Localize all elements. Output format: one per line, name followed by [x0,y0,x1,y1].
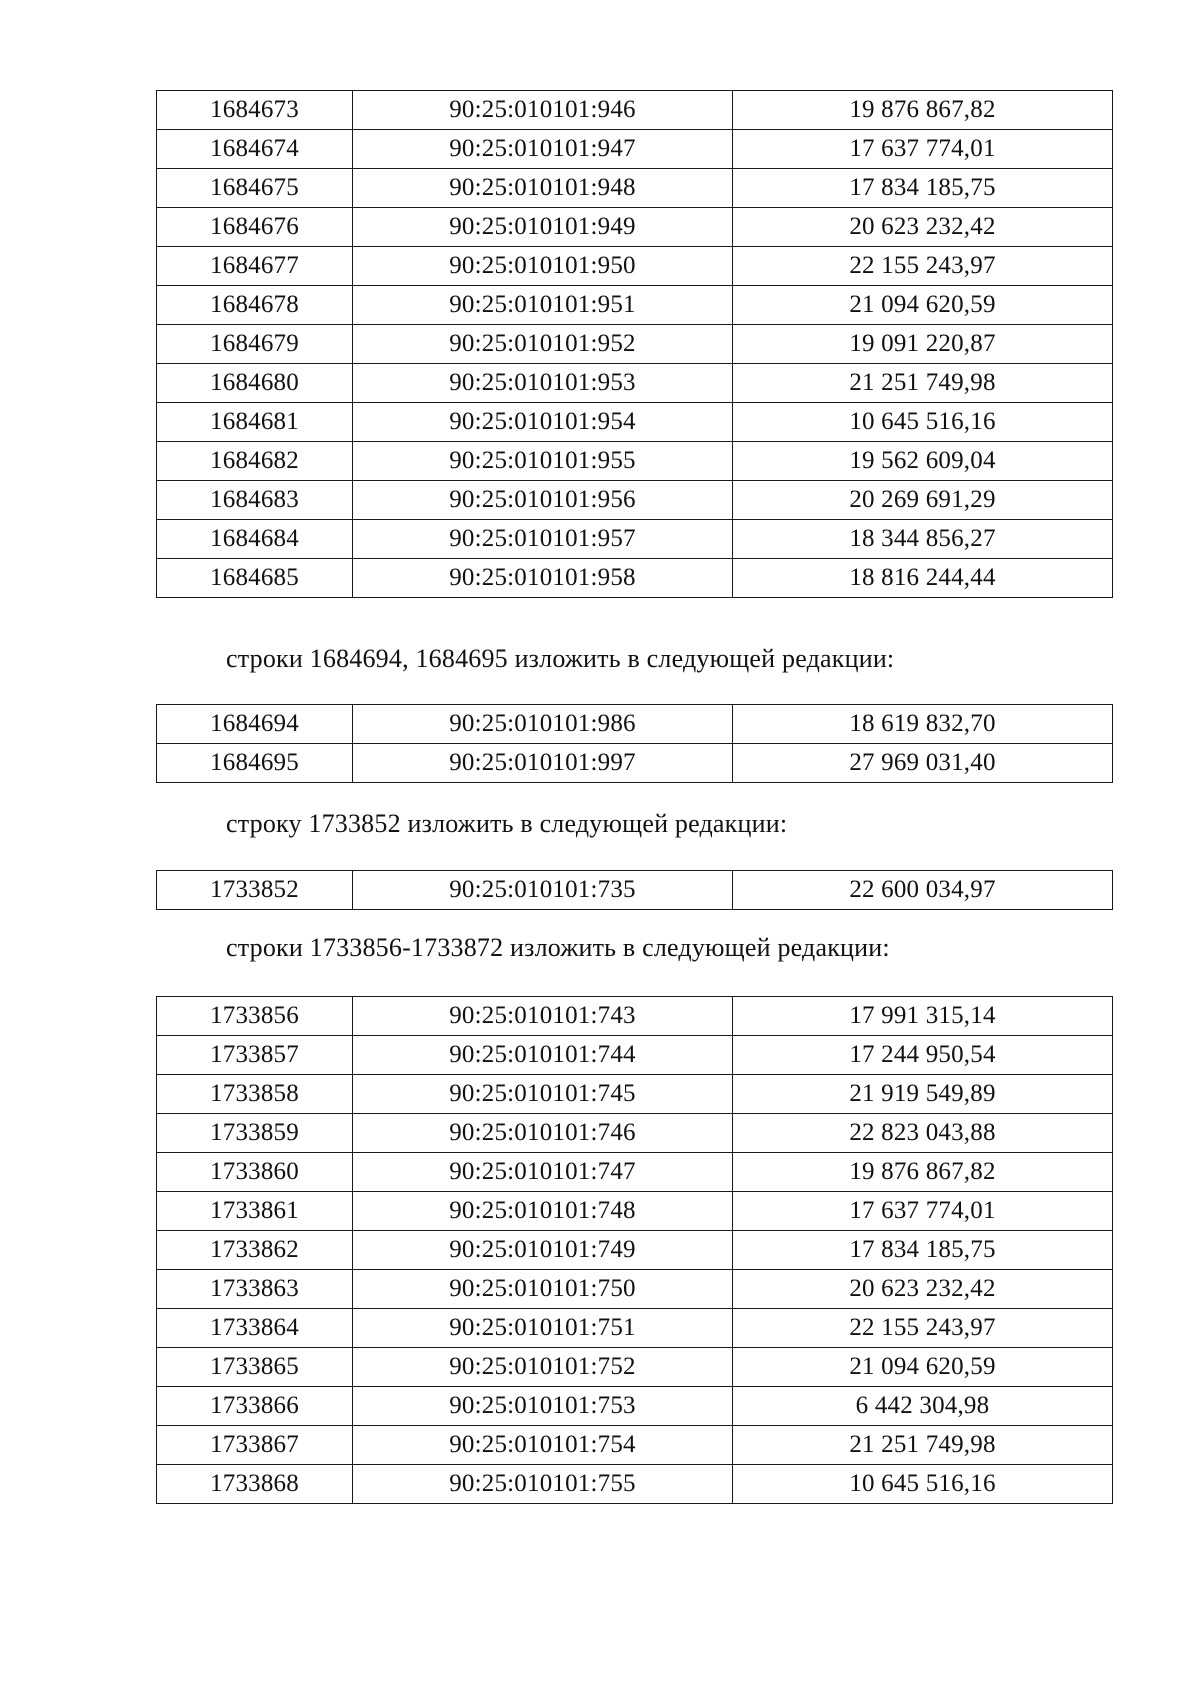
cadastral-number-cell: 90:25:010101:753 [353,1387,733,1426]
cadastral-number-cell: 90:25:010101:997 [353,744,733,783]
cadastral-number-cell: 90:25:010101:743 [353,997,733,1036]
table-row [157,1114,1113,1153]
row-number-cell: 1733864 [157,1309,353,1348]
table-row [157,871,1113,910]
cadastral-value-table [156,870,1113,910]
cadastral-value-cell: 22 823 043,88 [733,1114,1113,1153]
table-row [157,169,1113,208]
row-number-cell: 1684694 [157,705,353,744]
cadastral-number-cell: 90:25:010101:952 [353,325,733,364]
cadastral-value-cell: 18 816 244,44 [733,559,1113,598]
table-row [157,325,1113,364]
row-number-cell: 1684678 [157,286,353,325]
table-row [157,1348,1113,1387]
row-number-cell: 1684676 [157,208,353,247]
row-number-cell: 1733857 [157,1036,353,1075]
row-number-cell: 1733866 [157,1387,353,1426]
table-row [157,744,1113,783]
table-row [157,442,1113,481]
cadastral-number-cell: 90:25:010101:986 [353,705,733,744]
cadastral-value-cell: 21 919 549,89 [733,1075,1113,1114]
table-row [157,997,1113,1036]
cadastral-number-cell: 90:25:010101:746 [353,1114,733,1153]
cadastral-number-cell: 90:25:010101:950 [353,247,733,286]
table-row [157,91,1113,130]
cadastral-number-cell: 90:25:010101:755 [353,1465,733,1504]
table-row [157,520,1113,559]
cadastral-number-cell: 90:25:010101:955 [353,442,733,481]
cadastral-value-cell: 27 969 031,40 [733,744,1113,783]
cadastral-value-cell: 22 600 034,97 [733,871,1113,910]
cadastral-value-cell: 19 876 867,82 [733,1153,1113,1192]
cadastral-number-cell: 90:25:010101:946 [353,91,733,130]
row-number-cell: 1733860 [157,1153,353,1192]
row-number-cell: 1684681 [157,403,353,442]
cadastral-value-cell: 17 637 774,01 [733,130,1113,169]
cadastral-number-cell: 90:25:010101:752 [353,1348,733,1387]
cadastral-value-cell: 6 442 304,98 [733,1387,1113,1426]
row-number-cell: 1684680 [157,364,353,403]
cadastral-value-table [156,996,1113,1504]
cadastral-number-cell: 90:25:010101:957 [353,520,733,559]
table-row [157,559,1113,598]
row-number-cell: 1733859 [157,1114,353,1153]
cadastral-value-cell: 20 269 691,29 [733,481,1113,520]
cadastral-number-cell: 90:25:010101:744 [353,1036,733,1075]
row-number-cell: 1684677 [157,247,353,286]
row-number-cell: 1684682 [157,442,353,481]
cadastral-value-cell: 21 094 620,59 [733,286,1113,325]
row-number-cell: 1733856 [157,997,353,1036]
cadastral-value-cell: 21 251 749,98 [733,364,1113,403]
cadastral-number-cell: 90:25:010101:745 [353,1075,733,1114]
cadastral-value-cell: 10 645 516,16 [733,1465,1113,1504]
cadastral-number-cell: 90:25:010101:749 [353,1231,733,1270]
cadastral-value-table [156,90,1113,598]
row-number-cell: 1684683 [157,481,353,520]
cadastral-value-cell: 19 091 220,87 [733,325,1113,364]
cadastral-value-cell: 10 645 516,16 [733,403,1113,442]
table-row [157,1153,1113,1192]
row-number-cell: 1733862 [157,1231,353,1270]
cadastral-number-cell: 90:25:010101:951 [353,286,733,325]
cadastral-number-cell: 90:25:010101:947 [353,130,733,169]
row-number-cell: 1733863 [157,1270,353,1309]
cadastral-value-cell: 18 619 832,70 [733,705,1113,744]
table-row [157,481,1113,520]
table-row [157,1036,1113,1075]
cadastral-number-cell: 90:25:010101:747 [353,1153,733,1192]
cadastral-value-cell: 22 155 243,97 [733,247,1113,286]
table-row [157,1387,1113,1426]
cadastral-number-cell: 90:25:010101:958 [353,559,733,598]
amendment-instruction: строки 1733856-1733872 изложить в следующей редакции: [226,933,890,962]
cadastral-value-cell: 17 244 950,54 [733,1036,1113,1075]
table-row [157,1075,1113,1114]
row-number-cell: 1684675 [157,169,353,208]
cadastral-value-cell: 19 562 609,04 [733,442,1113,481]
amendment-instruction: строки 1684694, 1684695 изложить в следующей редакции: [226,644,895,673]
row-number-cell: 1733858 [157,1075,353,1114]
cadastral-value-cell: 17 834 185,75 [733,169,1113,208]
table-row [157,403,1113,442]
table-row [157,1309,1113,1348]
cadastral-number-cell: 90:25:010101:754 [353,1426,733,1465]
table-row [157,130,1113,169]
cadastral-number-cell: 90:25:010101:948 [353,169,733,208]
cadastral-number-cell: 90:25:010101:735 [353,871,733,910]
cadastral-value-cell: 18 344 856,27 [733,520,1113,559]
table-row [157,705,1113,744]
table-row [157,1465,1113,1504]
cadastral-value-table [156,704,1113,783]
row-number-cell: 1733861 [157,1192,353,1231]
row-number-cell: 1684673 [157,91,353,130]
row-number-cell: 1684685 [157,559,353,598]
cadastral-value-cell: 20 623 232,42 [733,208,1113,247]
table-row [157,1231,1113,1270]
table-row [157,286,1113,325]
cadastral-value-cell: 19 876 867,82 [733,91,1113,130]
cadastral-number-cell: 90:25:010101:956 [353,481,733,520]
table-row [157,1270,1113,1309]
cadastral-number-cell: 90:25:010101:949 [353,208,733,247]
cadastral-number-cell: 90:25:010101:750 [353,1270,733,1309]
cadastral-number-cell: 90:25:010101:751 [353,1309,733,1348]
row-number-cell: 1684674 [157,130,353,169]
row-number-cell: 1684679 [157,325,353,364]
row-number-cell: 1684684 [157,520,353,559]
row-number-cell: 1684695 [157,744,353,783]
table-row [157,1426,1113,1465]
row-number-cell: 1733867 [157,1426,353,1465]
cadastral-value-cell: 21 251 749,98 [733,1426,1113,1465]
table-row [157,364,1113,403]
row-number-cell: 1733868 [157,1465,353,1504]
cadastral-value-cell: 22 155 243,97 [733,1309,1113,1348]
cadastral-number-cell: 90:25:010101:954 [353,403,733,442]
cadastral-value-cell: 20 623 232,42 [733,1270,1113,1309]
cadastral-value-cell: 17 637 774,01 [733,1192,1113,1231]
cadastral-number-cell: 90:25:010101:748 [353,1192,733,1231]
table-row [157,247,1113,286]
table-row [157,1192,1113,1231]
amendment-instruction: строку 1733852 изложить в следующей редакции: [226,809,788,838]
cadastral-number-cell: 90:25:010101:953 [353,364,733,403]
cadastral-value-cell: 17 991 315,14 [733,997,1113,1036]
row-number-cell: 1733852 [157,871,353,910]
cadastral-value-cell: 21 094 620,59 [733,1348,1113,1387]
cadastral-value-cell: 17 834 185,75 [733,1231,1113,1270]
row-number-cell: 1733865 [157,1348,353,1387]
table-row [157,208,1113,247]
